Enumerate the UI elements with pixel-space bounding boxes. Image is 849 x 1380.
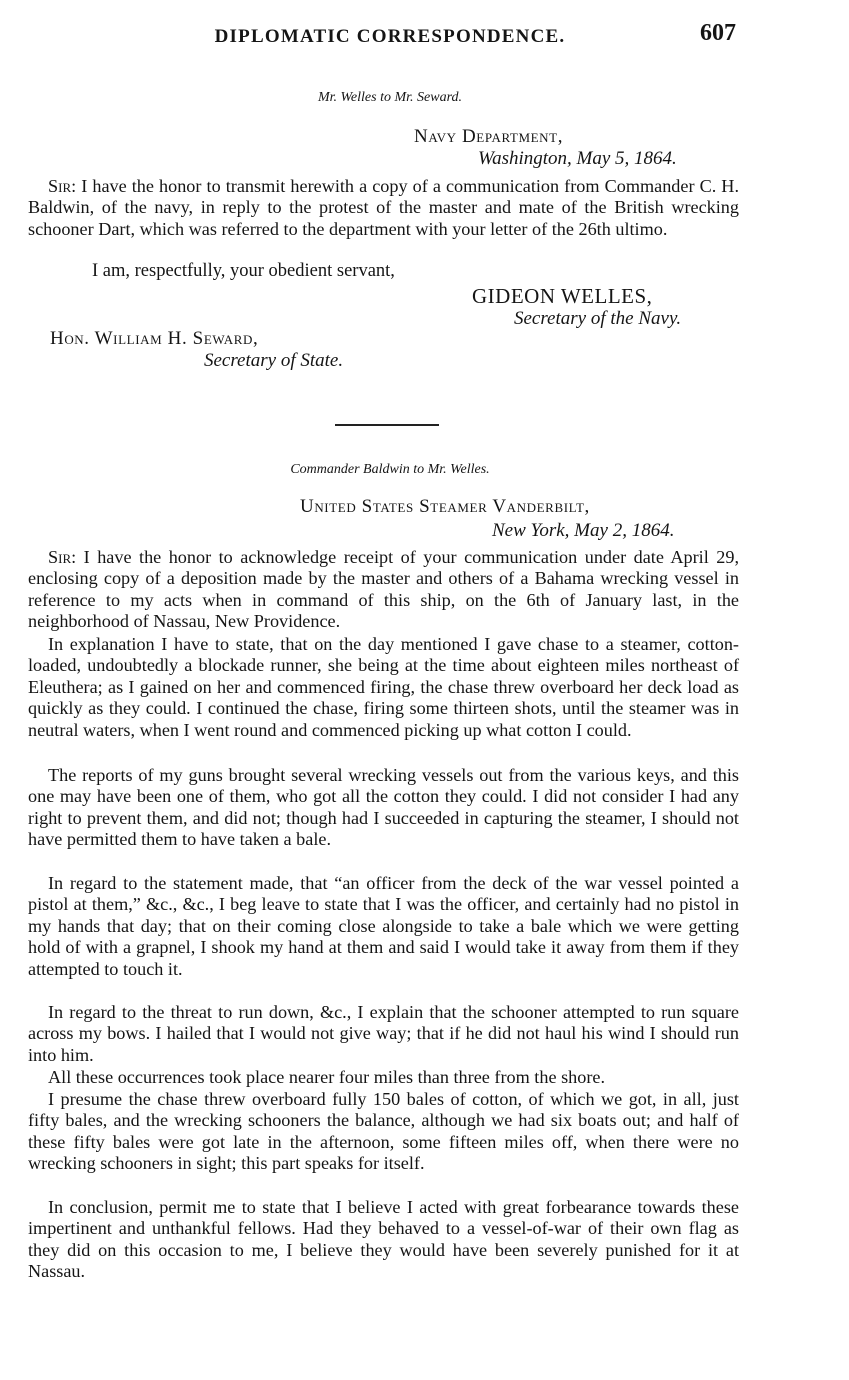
page-number: 607 [700, 20, 736, 46]
letter2-paragraph-1-text: I have the honor to acknowledge receipt of your communication under date April 29, enclosing copy of a deposition made by the master and others of a Bahama wrecking vessel in reference to my acts when in command of this ship, on the 6th of January last, in the neighborhood of Nassau, New Providence. [28, 547, 739, 632]
letter1-place-date: Washington, May 5, 1864. [478, 148, 677, 169]
letter1-addressee-title: Secretary of State. [204, 350, 344, 371]
letter2-place-date: New York, May 2, 1864. [492, 520, 675, 541]
letter2-salutation: Sir: [48, 547, 77, 567]
letter1-signature: GIDEON WELLES, [472, 284, 653, 308]
letter2-paragraph-6: All these occurrences took place nearer four miles than three from the shore. [48, 1067, 606, 1087]
letter1-caption: Mr. Welles to Mr. Seward. [317, 90, 463, 105]
running-header-title: DIPLOMATIC CORRESPONDENCE. [214, 26, 566, 47]
letter2-paragraph-5: In regard to the threat to run down, &c., I explain that the schooner attempted to run square across my bows. I hailed that I would not give way; that if he did not haul his wind I should run into him. [28, 1002, 739, 1065]
letter1-body [28, 176, 739, 240]
letter2-paragraph-3: The reports of my guns brought several wrecking vessels out from the various keys, and this one may have been one of them, who got all the cotton they could. I did not consider I had any right to prevent them, and did not; though had I succeeded in capturing the steamer, I should not have permitted them to have taken a bale. [28, 765, 739, 850]
letter2-paragraph-7: I presume the chase threw overboard fully 150 bales of cotton, of which we got, in all, just fifty bales, and the wrecking schooners the balance, although we had six boats out; and half of these fifty bales were got late in the afternoon, some fifteen miles off, when there were no wrecking schooners in sight; this part speaks for itself. [28, 1089, 739, 1174]
letter1-signer-title: Secretary of the Navy. [514, 308, 682, 329]
letter2-paragraph-1 [28, 547, 739, 633]
letter2-paragraph-4: In regard to the statement made, that “an officer from the deck of the war vessel pointed a pistol at them,” &c., &c., I beg leave to state that I was the officer, and certainly had no pistol in my hands that day; that on their coming close alongside to take a bale which we were getting hold of with a grapnel, I shook my hand at them and said I would take it away from them if they attempted to touch it. [28, 873, 739, 979]
section-divider [335, 424, 439, 426]
letter2-vessel: United States Steamer Vanderbilt, [300, 496, 590, 517]
letter2-paragraph-8: In conclusion, permit me to state that I believe I acted with great forbearance towards these impertinent and unthankful fellows. Had they behaved to a vessel-of-war of their own flag as they did on this occasion to me, I believe they would have been severely punished for it at Nassau. [28, 1197, 739, 1282]
letter1-addressee-name: Hon. William H. Seward, [50, 328, 259, 349]
letter1-closing: I am, respectfully, your obedient servant, [92, 261, 395, 281]
letter1-salutation: Sir: [48, 176, 77, 196]
letter1-office: Navy Department, [414, 126, 564, 147]
letter2-caption: Commander Baldwin to Mr. Welles. [290, 462, 490, 477]
letter1-body-text: I have the honor to transmit herewith a copy of a communication from Commander C. H. Baldwin, of the navy, in reply to the protest of the master and mate of the British wrecking schooner Dart, which was referred to the department with your letter of the 26th ultimo. [28, 176, 739, 239]
letter2-paragraph-2: In explanation I have to state, that on the day mentioned I gave chase to a steamer, cotton-loaded, undoubtedly a blockade runner, she being at the time about eighteen miles northeast of Eleuthera; as I gained on her and commenced firing, the chase threw overboard her deck load as quickly as they could. I continued the chase, firing some thirteen shots, until the steamer was in neutral waters, when I went round and commenced picking up what cotton I could. [28, 634, 739, 740]
